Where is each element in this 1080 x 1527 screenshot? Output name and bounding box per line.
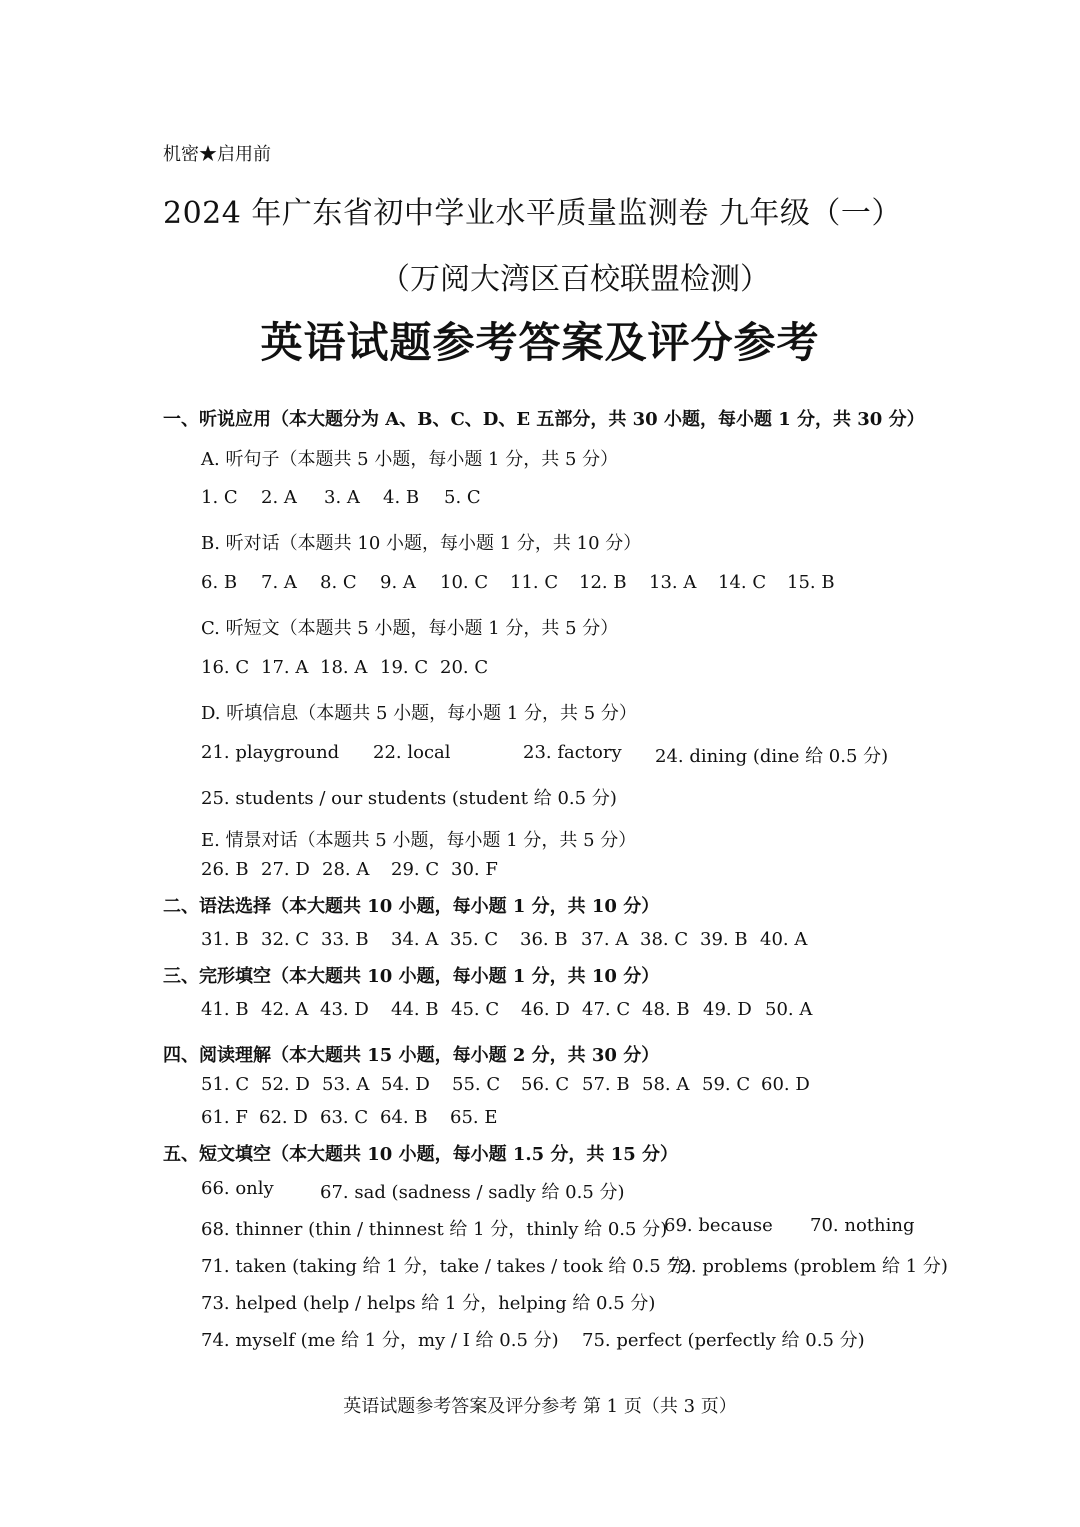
answer-item: 69. because [664,1215,773,1236]
answer-item: 64. B [380,1107,428,1128]
answer-item: 57. B [582,1074,630,1095]
answer-item: 60. D [761,1074,810,1095]
answer-item: 47. C [582,999,631,1020]
answer-item: 70. nothing [810,1215,915,1236]
answer-item: 72. problems (problem 给 1 分) [668,1256,948,1277]
answer-item: 55. C [452,1074,501,1095]
answer-item: 1. C [201,487,238,508]
answer-item: 73. helped (help / helps 给 1 分，helping 给 0.5 分) [201,1293,656,1314]
answer-item: 24. dining (dine 给 0.5 分) [655,746,889,767]
answer-item: 4. B [383,487,420,508]
answer-item: 68. thinner (thin / thinnest 给 1 分，thinly 给 0.5 分) [201,1219,668,1240]
answer-item: 62. D [259,1107,308,1128]
answer-item: 53. A [322,1074,370,1095]
answer-item: 58. A [642,1074,690,1095]
answer-item: 19. C [380,657,429,678]
answer-item: 63. C [320,1107,369,1128]
answer-item: 2. A [261,487,297,508]
answer-item: 59. C [702,1074,751,1095]
answer-item: 36. B [520,929,568,950]
answer-item: 25. students / our students (student 给 0.5 分) [201,788,617,809]
document-title: 英语试题参考答案及评分参考 [260,318,820,367]
answer-item: 66. only [201,1178,274,1199]
answer-item: 51. C [201,1074,250,1095]
answer-item: 45. C [451,999,500,1020]
part-d-heading: D. 听填信息（本题共 5 小题，每小题 1 分，共 5 分） [201,703,637,724]
answer-item: 42. A [261,999,309,1020]
answer-item: 40. A [760,929,808,950]
answer-item: 41. B [201,999,249,1020]
answer-item: 14. C [718,572,767,593]
answer-item: 16. C [201,657,250,678]
answer-item: 12. B [579,572,627,593]
section-1-heading: 一、听说应用（本大题分为 A、B、C、D、E 五部分，共 30 小题，每小题 1 分，共 30 分） [163,409,925,430]
answer-item: 26. B [201,859,249,880]
exam-subtitle: （万阅大湾区百校联盟检测） [380,262,770,297]
answer-item: 32. C [261,929,310,950]
answer-item: 30. F [451,859,498,880]
answer-item: 39. B [700,929,748,950]
answer-item: 27. D [261,859,310,880]
answer-item: 75. perfect (perfectly 给 0.5 分) [582,1330,865,1351]
section-3-heading: 三、完形填空（本大题共 10 小题，每小题 1 分，共 10 分） [163,966,660,987]
answer-item: 46. D [521,999,570,1020]
answer-item: 21. playground [201,742,340,763]
answer-item: 15. B [787,572,835,593]
confidential-label: 机密★启用前 [163,144,271,165]
answer-item: 49. D [703,999,752,1020]
answer-item: 17. A [261,657,309,678]
answer-item: 10. C [440,572,489,593]
section-2-heading: 二、语法选择（本大题共 10 小题，每小题 1 分，共 10 分） [163,896,660,917]
answer-item: 35. C [450,929,499,950]
answer-item: 22. local [373,742,451,763]
part-c-heading: C. 听短文（本题共 5 小题，每小题 1 分，共 5 分） [201,618,619,639]
answer-item: 56. C [521,1074,570,1095]
answer-item: 13. A [649,572,697,593]
section-5-heading: 五、短文填空（本大题共 10 小题，每小题 1.5 分，共 15 分） [163,1144,679,1165]
answer-item: 52. D [261,1074,310,1095]
answer-item: 28. A [322,859,370,880]
answer-item: 71. taken (taking 给 1 分，take / takes / took 给 0.5 分) [201,1256,692,1277]
answer-item: 5. C [444,487,481,508]
answer-item: 38. C [640,929,689,950]
part-e-heading: E. 情景对话（本题共 5 小题，每小题 1 分，共 5 分） [201,830,637,851]
answer-item: 7. A [261,572,297,593]
part-a-heading: A. 听句子（本题共 5 小题，每小题 1 分，共 5 分） [201,449,619,470]
answer-item: 29. C [391,859,440,880]
answer-item: 9. A [380,572,416,593]
answer-item: 74. myself (me 给 1 分，my / I 给 0.5 分) [201,1330,559,1351]
answer-item: 48. B [642,999,690,1020]
answer-item: 8. C [320,572,357,593]
answer-item: 61. F [201,1107,248,1128]
answer-item: 20. C [440,657,489,678]
answer-item: 3. A [324,487,360,508]
answer-item: 54. D [381,1074,430,1095]
answer-item: 23. factory [523,742,622,763]
answer-item: 67. sad (sadness / sadly 给 0.5 分) [320,1182,625,1203]
answer-item: 50. A [765,999,813,1020]
answer-item: 65. E [450,1107,498,1128]
answer-item: 33. B [321,929,369,950]
part-b-heading: B. 听对话（本题共 10 小题，每小题 1 分，共 10 分） [201,533,642,554]
answer-item: 34. A [391,929,439,950]
section-4-heading: 四、阅读理解（本大题共 15 小题，每小题 2 分，共 30 分） [163,1045,660,1066]
answer-item: 18. A [320,657,368,678]
answer-item: 31. B [201,929,249,950]
answer-item: 37. A [581,929,629,950]
page-footer: 英语试题参考答案及评分参考 第 1 页（共 3 页） [343,1396,737,1417]
answer-item: 11. C [510,572,559,593]
answer-item: 44. B [391,999,439,1020]
answer-item: 6. B [201,572,238,593]
answer-item: 43. D [320,999,369,1020]
exam-title: 2024 年广东省初中学业水平质量监测卷 九年级（一） [163,196,902,231]
